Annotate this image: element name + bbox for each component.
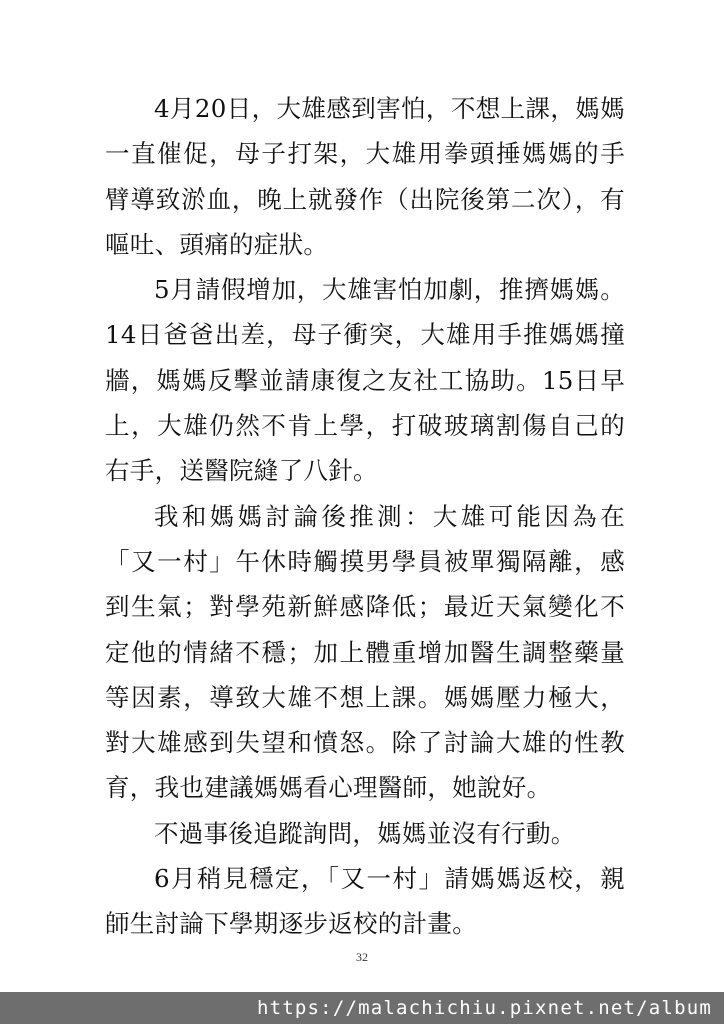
document-body [105, 86, 625, 947]
page-number: 32 [356, 950, 368, 964]
paragraph-5: 6月稍見穩定，「又一村」請媽媽返校，親師生討論下學期逐步返校的計畫。 [105, 864, 625, 939]
paragraph-3: 我和媽媽討論後推測：大雄可能因為在「又一村」午休時觸摸男學員被單獨隔離，感到生氣；對學苑新鮮感降低；最近天氣變化不定他的情緒不穩；加上體重增加醫生調整藥量等因素，導致大雄不想上課。媽媽壓力極大，對大雄感到失望和憤怒。除了討論大雄的性教育，我也建議媽媽看心理醫師，她說好。 [105, 501, 625, 803]
paragraph-1: 4月20日，大雄感到害怕，不想上課，媽媽一直催促，母子打架，大雄用拳頭捶媽媽的手臂導致淤血，晚上就發作（出院後第二次），有嘔吐、頭痛的症狀。 [105, 94, 625, 259]
paragraph-2: 5月請假增加，大雄害怕加劇，推擠媽媽。14日爸爸出差，母子衝突，大雄用手推媽媽撞牆，媽媽反擊並請康復之友社工協助。15日早上，大雄仍然不肯上學，打破玻璃割傷自己的右手，送醫院縫了八針。 [105, 275, 625, 486]
paragraph-4: 不過事後追蹤詢問，媽媽並沒有行動。 [154, 818, 576, 848]
watermark-url: https://malachichiu.pixnet.net/album [256, 997, 712, 1019]
watermark-bar [0, 992, 724, 1024]
